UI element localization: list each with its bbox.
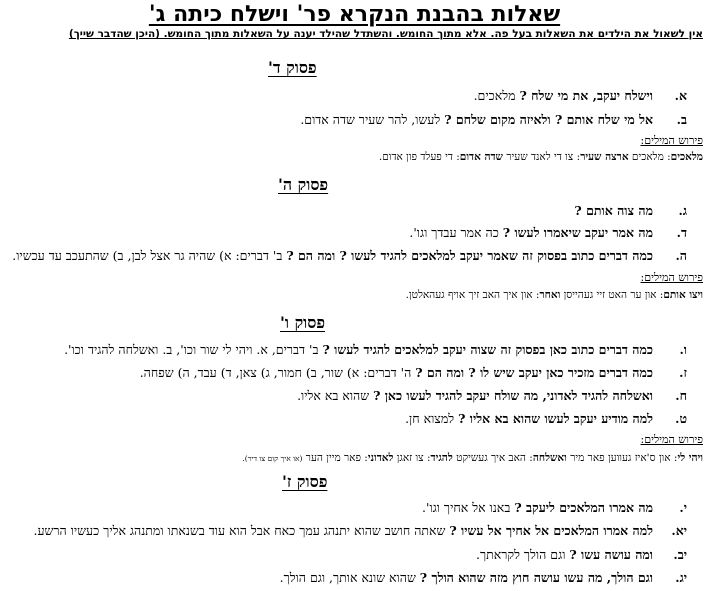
question-row (422, 500, 687, 516)
question-row (574, 203, 687, 219)
question-number: ג. (678, 203, 687, 218)
question-row (474, 88, 687, 104)
question-number: יא. (671, 523, 687, 538)
question-text: מה אמרו המלאכים ליעקב ? (514, 500, 653, 515)
answer-text: למצוא חן. (405, 411, 459, 426)
glossary-def: : די פעלד פון אדום. (378, 151, 460, 163)
answer-text: באנו אל אחיך וגו'. (422, 500, 515, 515)
question-row (409, 225, 687, 241)
answer-text: שהוא בא אליו. (297, 388, 374, 403)
glossary-def: : צו זאגן (393, 452, 431, 464)
question-row (280, 570, 687, 586)
question-text: מה צוה אותם ? (574, 203, 653, 218)
glossary-term: מלאכים (670, 151, 703, 163)
glossary-heading: פירוש המילים: (640, 433, 703, 446)
page-title: שאלות בהבנת הנקרא פר' וישלח כיתה ג' (148, 2, 561, 27)
question-row (297, 388, 687, 404)
glossary-def: : און איך האב זיך אויף געהאלטן. (405, 289, 540, 301)
glossary-term: ויהי לי (677, 452, 703, 464)
glossary-term: להגיד (430, 452, 453, 464)
answer-text: ה' דברים: א) שור, ב) חמור, ג) צאן, ד) עבד, ה) שפחה. (139, 365, 416, 380)
question-text: וגם הולך, מה עשו עושה חוץ מזה שהוא הולך ? (419, 570, 653, 585)
glossary-line (379, 151, 703, 163)
glossary-note: (או איך קום צו דיר). (242, 454, 303, 463)
answer-text: ב' דברים: א) שהיה גר אצל לבן, ב) שהתעכב עד עכשיו. (12, 248, 287, 263)
pasuk-heading-zayin: פסוק ז' (282, 472, 328, 491)
question-row (140, 365, 687, 381)
glossary-line (406, 289, 703, 301)
question-number: ב. (676, 112, 687, 127)
pasuk-heading-dalet: פסוק ד' (268, 58, 317, 77)
answer-text: שאתה חושב שהוא יתנהג עמך כאח אבל הוא עוד בשנאתו ומתנהג אליך כעשיו הרשע. (33, 523, 450, 538)
question-text: למה מודיע יעקב לעשו שהוא בא אליו ? (458, 411, 653, 426)
question-text: למה אמרו המלאכים אל אחיך אל עשיו ? (449, 523, 653, 538)
question-row (476, 547, 687, 563)
answer-text: לעשו, להר שעיר שדה אדום. (300, 112, 445, 127)
question-number: ה. (675, 248, 687, 263)
glossary-heading: פירוש המילים: (640, 271, 703, 284)
answer-text: מלאכים. (473, 88, 520, 103)
glossary-def: : צו די לאנד שעיר (503, 151, 581, 163)
glossary-def: : און ס'איז געווען פאר מיר (566, 452, 678, 464)
question-number: ז. (679, 365, 687, 380)
question-number: א. (674, 88, 687, 103)
question-number: ד. (676, 225, 687, 240)
answer-text: ב' דברים, א. ויהי לי שור וכו', ב. ואשלחה להגיד וכו'. (64, 342, 323, 357)
glossary-term: ואחר (539, 289, 561, 301)
question-text: מה אמר יעקב שיאמרו לעשו ? (502, 225, 653, 240)
glossary-term: שדה אדום (459, 151, 503, 163)
answer-text: כה אמר עבדך וגו'. (409, 225, 503, 240)
question-number: י. (679, 500, 687, 515)
question-number: יג. (675, 570, 687, 585)
glossary-line (242, 452, 703, 464)
question-number: ו. (679, 342, 687, 357)
glossary-def: : און ער האט זיי געהייסן (560, 289, 664, 301)
question-row (12, 248, 687, 264)
question-number: ט. (675, 411, 687, 426)
pasuk-heading-vav: פסוק ו' (280, 313, 326, 332)
instructions: אין לשאול את הילדים את השאלות בעל פה. אלא מתוך החומש. והשתדל שהילד יענה על השאלות מתוך החומש. (היכן שהדבר שייך) (68, 28, 703, 40)
question-text: כמה דברים כתוב כאן בפסוק זה שצוה יעקב למלאכים להגיד לעשו ? (322, 342, 653, 357)
question-number: יב. (673, 547, 687, 562)
glossary-def: : מלאכים (628, 151, 671, 163)
question-row (34, 523, 688, 539)
question-text: כמה דברים מזכיר כאן יעקב שיש לו ? ומה הם ? (415, 365, 653, 380)
glossary-heading: פירוש המילים: (640, 134, 703, 147)
question-text: אל מי שלח אותם ? ולאיזה מקום שלחם ? (444, 112, 653, 127)
question-number: ח. (675, 388, 687, 403)
question-text: וישלח יעקב, את מי שלח ? (519, 88, 653, 103)
glossary-term: ארצה שעיר (580, 151, 629, 163)
glossary-term: ויצו אותם (663, 289, 703, 301)
question-text: ואשלחה להגיד לאדוני, מה שולח יעקב להגיד לעשו כאן ? (373, 388, 653, 403)
glossary-term: לאדוני (367, 452, 394, 464)
question-row (300, 112, 687, 128)
answer-text: וגם הולך לקראתך. (476, 547, 570, 562)
question-text: ומה עושה עשו ? (569, 547, 653, 562)
answer-text: שהוא שונא אותך, וגם הולך. (279, 570, 420, 585)
glossary-def: : פאר מיין הער (302, 452, 368, 464)
glossary-term: ואשלחה (532, 452, 567, 464)
pasuk-heading-heh: פסוק ה' (278, 175, 329, 194)
glossary-def: : האב איך געשיקט (452, 452, 533, 464)
question-row (405, 411, 687, 427)
question-text: כמה דברים כתוב בפסוק זה שאמר יעקב למלאכים להגיד לעשו ? ומה הם ? (286, 248, 653, 263)
question-row (64, 342, 687, 358)
